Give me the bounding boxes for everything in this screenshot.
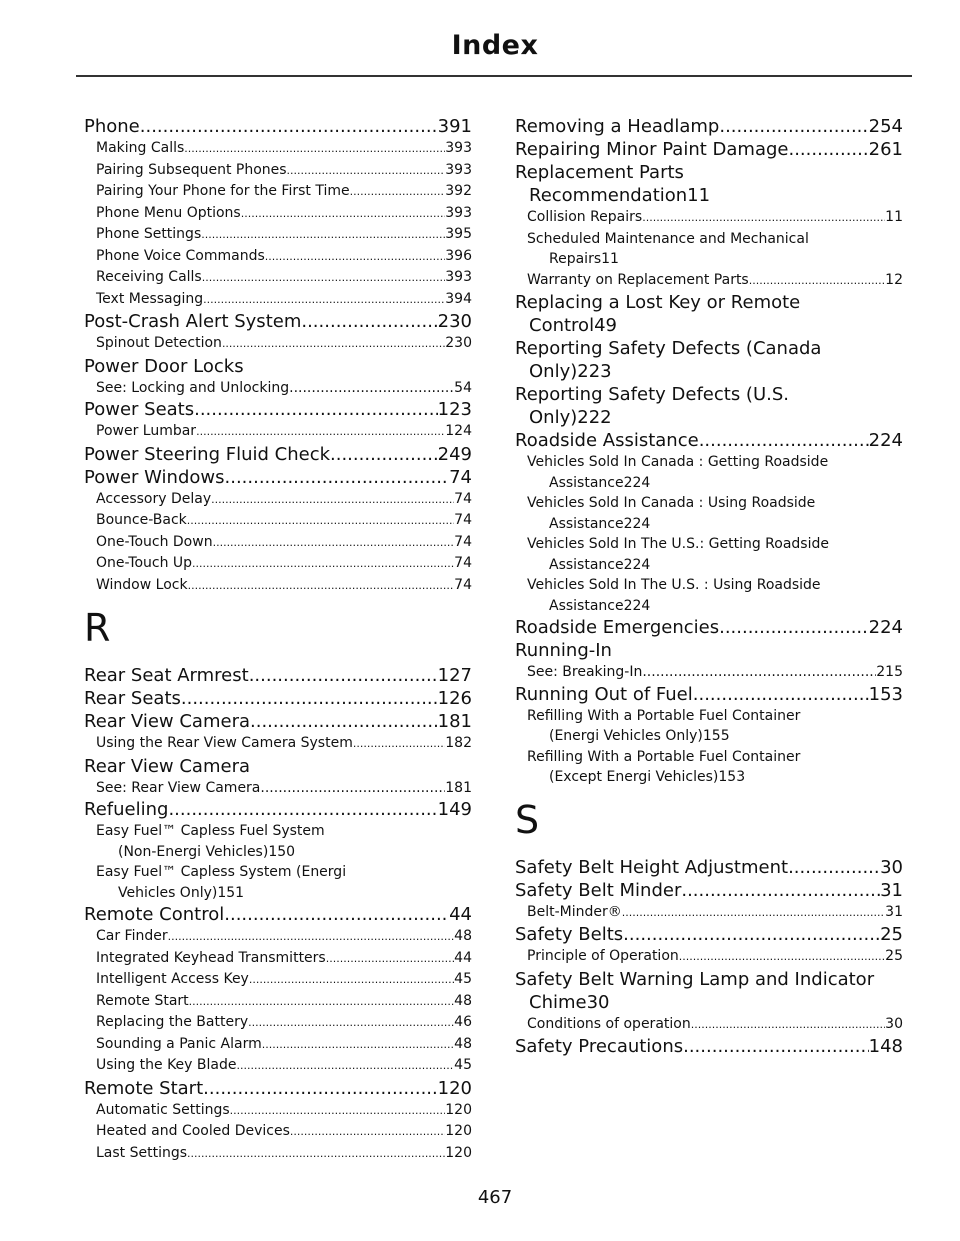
index-subentry: Text Messaging ..... 394 [84,289,472,311]
index-subentry: Receiving Calls ..... 393 [84,267,472,289]
index-subentry: Using the Key Blade ..... 45 [84,1055,472,1077]
index-subentry: Easy Fuel™ Capless System (Energi Vehicles Only) 151 [96,864,347,901]
page-title: Index [451,30,539,61]
index-subentry: Warranty on Replacement Parts ..... 12 [515,270,903,292]
index-entry-rear-seats: Rear Seats ..... 126 [84,687,472,710]
index-entry-power-windows: Power Windows ..... 74 [84,466,472,489]
index-subentry: Scheduled Maintenance and Mechanical Repairs 11 [527,230,809,267]
index-entry-safety-belts: Safety Belts ..... 25 [515,923,903,946]
index-entry-rear-view-camera-see: Rear View Camera [84,755,250,777]
index-subentry: Sounding a Panic Alarm ..... 48 [84,1034,472,1056]
index-subentry: Refilling With a Portable Fuel Container (Except Energi Vehicles) 153 [527,748,801,785]
index-subentry: Refilling With a Portable Fuel Container (Energi Vehicles Only) 155 [527,707,801,744]
index-entry-belt-warning-lamp: Safety Belt Warning Lamp and Indicator Chime 30 [515,968,875,1013]
index-see-reference: See: Locking and Unlocking ..... 54 [84,378,472,399]
index-subentry: Last Settings ..... 120 [84,1143,472,1165]
index-subentry: Vehicles Sold In Canada : Using Roadside Assistance 224 [527,495,816,532]
index-column-right [515,115,903,1058]
index-see-reference: See: Rear View Camera ..... 181 [84,778,472,799]
index-entry-power-seats: Power Seats ..... 123 [84,398,472,421]
index-entry-repairing-paint: Repairing Minor Paint Damage ..... 261 [515,138,903,161]
index-entry-reporting-defects-canada: Reporting Safety Defects (Canada Only) 223 [515,338,822,382]
index-subentry: One-Touch Down ..... 74 [84,532,472,554]
index-entry-rear-view-camera: Rear View Camera ..... 181 [84,710,472,733]
index-subentry: Phone Settings ..... 395 [84,224,472,246]
index-entry-running-out-of-fuel: Running Out of Fuel ..... 153 [515,683,903,706]
index-subentry: Car Finder ..... 48 [84,926,472,948]
index-entry-reporting-defects-us: Reporting Safety Defects (U.S. Only) 222 [515,384,789,428]
index-subentry: One-Touch Up ..... 74 [84,553,472,575]
index-entry-remote-control: Remote Control ..... 44 [84,903,472,926]
index-subentry: Vehicles Sold In Canada : Getting Roadside Assistance 224 [527,454,829,491]
index-subentry: Replacing the Battery ..... 46 [84,1012,472,1034]
index-subentry: Vehicles Sold In The U.S. : Using Roadside Assistance 224 [527,577,821,614]
index-subentry: Automatic Settings ..... 120 [84,1100,472,1122]
index-entry-safety-precautions: Safety Precautions ..... 148 [515,1035,903,1058]
index-entry-roadside-assistance: Roadside Assistance ..... 224 [515,429,903,452]
index-subentry: Using the Rear View Camera System ..... 182 [84,733,472,755]
index-entry-removing-headlamp: Removing a Headlamp ..... 254 [515,115,903,138]
index-entry-running-in: Running-In [515,640,612,661]
index-subentry: Easy Fuel™ Capless Fuel System (Non-Energi Vehicles) 150 [96,823,325,860]
index-subentry: Principle of Operation ..... 25 [515,946,903,968]
index-subentry: Integrated Keyhead Transmitters ..... 44 [84,948,472,970]
index-subentry: Phone Menu Options ..... 393 [84,203,472,225]
index-subentry: Pairing Subsequent Phones ..... 393 [84,160,472,182]
header-divider [76,75,912,77]
index-subentry: Heated and Cooled Devices ..... 120 [84,1121,472,1143]
index-subentry: Making Calls ..... 393 [84,138,472,160]
index-entry-refueling: Refueling ..... 149 [84,798,472,821]
index-subentry: Intelligent Access Key ..... 45 [84,969,472,991]
section-letter-r: R [84,606,111,650]
index-entry-belt-minder: Safety Belt Minder ..... 31 [515,879,903,902]
index-subentry: Collision Repairs ..... 11 [515,207,903,229]
index-entry-roadside-emergencies: Roadside Emergencies ..... 224 [515,616,903,639]
index-subentry: Window Lock ..... 74 [84,575,472,597]
index-entry-post-crash: Post-Crash Alert System ..... 230 [84,310,472,333]
index-subentry: Conditions of operation ..... 30 [515,1014,903,1036]
index-entry-replacing-lost-key: Replacing a Lost Key or Remote Control 49 [515,292,801,336]
index-subentry: Accessory Delay ..... 74 [84,489,472,511]
index-column-left [84,115,472,1164]
index-subentry: Power Lumbar ..... 124 [84,421,472,443]
index-subentry: Belt-Minder® ..... 31 [515,902,903,924]
index-subentry: Vehicles Sold In The U.S.: Getting Roadside Assistance 224 [527,536,829,573]
page-number: 467 [477,1187,513,1208]
section-letter-s: S [515,797,540,842]
index-see-reference: See: Breaking-In ..... 215 [515,662,903,683]
index-subentry: Remote Start ..... 48 [84,991,472,1013]
index-subentry: Bounce-Back ..... 74 [84,510,472,532]
index-entry-power-steering: Power Steering Fluid Check ..... 249 [84,443,472,466]
index-entry-remote-start: Remote Start ..... 120 [84,1077,472,1100]
index-entry-replacement-parts: Replacement Parts Recommendation 11 [515,162,711,206]
index-entry-belt-height: Safety Belt Height Adjustment ..... 30 [515,856,903,879]
index-entry-power-door-locks: Power Door Locks [84,355,244,377]
index-subentry: Pairing Your Phone for the First Time ..... 392 [84,181,472,203]
index-entry-phone: Phone ..... 391 [84,115,472,138]
index-subentry: Phone Voice Commands ..... 396 [84,246,472,268]
index-subentry: Spinout Detection ..... 230 [84,333,472,355]
index-entry-rear-seat-armrest: Rear Seat Armrest ..... 127 [84,664,472,687]
